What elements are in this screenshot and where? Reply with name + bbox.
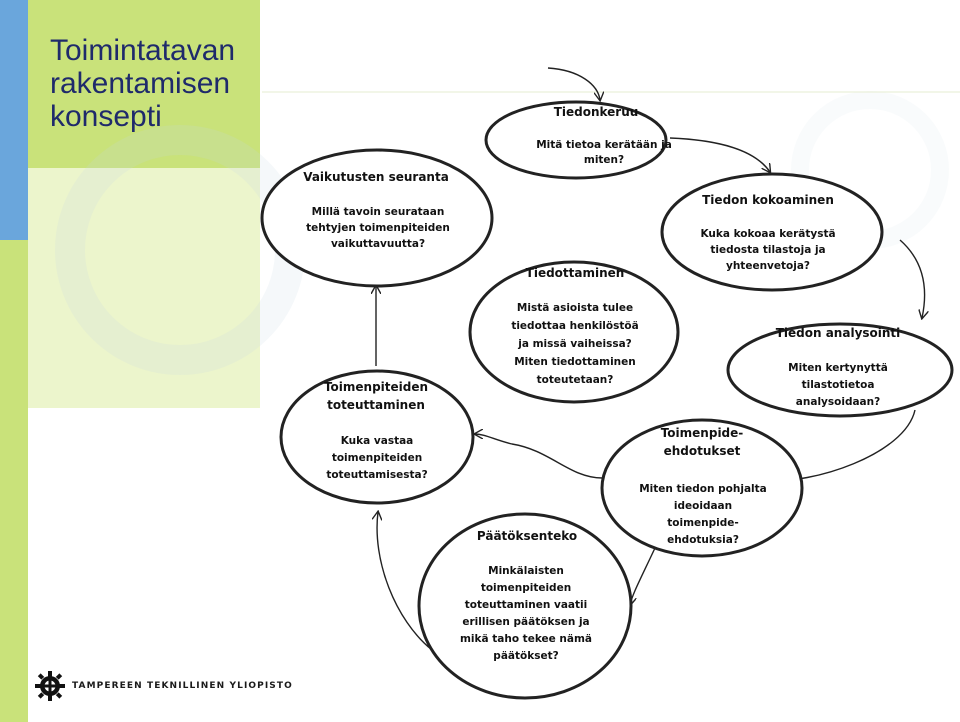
node-question-tiedon-analysointi: Miten kertynyttä [788,362,888,374]
node-question-vaikutusten-seuranta: vaikuttavuutta? [330,238,426,250]
arrow-ehdotukset-to-toteuttaminen [475,434,602,478]
node-title-vaikutusten-seuranta: Vaikutusten seuranta [303,170,449,184]
arrow-ehdotukset-to-paatoksenteko [630,548,655,605]
node-question-tiedonkeruu: Mitä tietoa kerätään ja [536,139,672,151]
node-title-toimenpide-ehdotukset: ehdotukset [663,444,741,458]
node-question-vaikutusten-seuranta: tehtyjen toimenpiteiden [306,222,450,234]
node-question-toimenpide-ehdotukset: ehdotuksia? [667,534,739,546]
node-question-paatoksenteko: erillisen päätöksen ja [462,616,590,628]
node-question-tiedon-kokoaminen: yhteenvetoja? [725,260,811,272]
node-question-tiedottaminen: Miten tiedottaminen [514,356,636,368]
node-question-tiedon-analysointi: analysoidaan? [795,396,881,408]
tut-gear-logo-icon [34,670,66,702]
arrow-kokoaminen-to-analysointi [900,240,925,318]
node-question-tiedonkeruu: miten? [583,154,625,166]
node-question-tiedon-kokoaminen: tiedosta tilastoja ja [710,244,826,256]
node-question-toimenpiteiden-toteuttaminen: toteuttamisesta? [326,469,428,481]
arrow-tiedonkeruu-to-kokoaminen [670,138,770,172]
node-question-tiedottaminen: toteutetaan? [536,374,614,386]
node-question-paatoksenteko: päätökset? [493,650,559,662]
node-title-paatoksenteko: Päätöksenteko [476,529,578,543]
node-title-toimenpiteiden-toteuttaminen: toteuttaminen [327,398,425,412]
arrow-into-tiedonkeruu [548,68,600,100]
node-title-tiedon-kokoaminen: Tiedon kokoaminen [702,193,834,207]
node-question-tiedottaminen: tiedottaa henkilöstöä [511,320,639,332]
node-question-paatoksenteko: toteuttaminen vaatii [464,599,588,611]
node-question-tiedottaminen: ja missä vaiheissa? [518,338,632,350]
node-question-paatoksenteko: mikä taho tekee nämä [459,633,593,645]
node-question-toimenpide-ehdotukset: Miten tiedon pohjalta [639,483,767,495]
node-title-tiedon-analysointi: Tiedon analysointi [775,326,901,340]
node-question-toimenpiteiden-toteuttaminen: toimenpiteiden [331,452,423,464]
node-question-toimenpide-ehdotukset: toimenpide- [667,517,739,529]
organization-name: TAMPEREEN TEKNILLINEN YLIOPISTO [72,681,293,691]
node-question-paatoksenteko: toimenpiteiden [480,582,572,594]
node-question-tiedottaminen: Mistä asioista tulee [516,302,634,314]
node-question-tiedon-kokoaminen: Kuka kokoaa kerätystä [700,228,836,240]
node-question-vaikutusten-seuranta: Millä tavoin seurataan [311,206,445,218]
page-title: Toimintatavan rakentamisen konsepti [50,34,236,133]
node-title-tiedottaminen: Tiedottaminen [525,266,625,280]
node-title-tiedonkeruu: Tiedonkeruu [553,105,639,119]
node-title-toimenpide-ehdotukset: Toimenpide- [660,426,744,440]
node-question-toimenpiteiden-toteuttaminen: Kuka vastaa [340,435,414,447]
node-question-toimenpide-ehdotukset: ideoidaan [673,500,733,512]
node-question-tiedon-analysointi: tilastotietoa [801,379,875,391]
node-question-paatoksenteko: Minkälaisten [488,565,564,577]
node-title-toimenpiteiden-toteuttaminen: Toimenpiteiden [323,380,429,394]
